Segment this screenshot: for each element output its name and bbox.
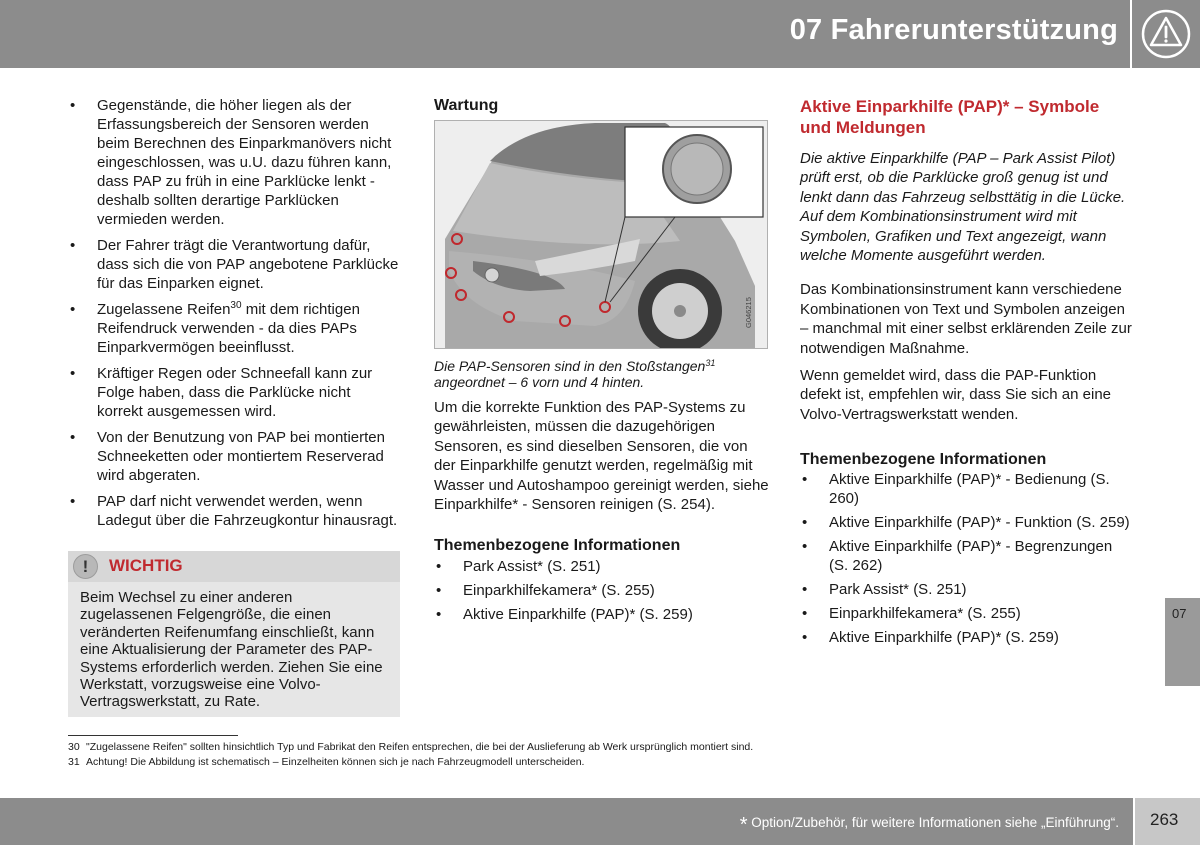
- section-heading: Wartung: [434, 97, 499, 114]
- related-list: [434, 557, 769, 624]
- figure-code: [743, 270, 755, 330]
- footnote-ref[interactable]: 30: [230, 300, 242, 311]
- list-item: • Kräftiger Regen oder Schneefall kann zur Folge haben, dass die Parklücke nicht korrekt ausgemessen wird.: [70, 365, 373, 420]
- footnotes: [68, 740, 753, 770]
- chapter-title: 07 Fahrerunterstützung: [789, 14, 1118, 46]
- column-left: [68, 96, 400, 537]
- related-link[interactable]: • Einparkhilfekamera* (S. 255): [802, 605, 1021, 623]
- related-link[interactable]: • Aktive Einparkhilfe (PAP)* (S. 259): [802, 629, 1059, 647]
- page-footer: [0, 798, 1133, 845]
- chapter-icon-box: [1132, 0, 1200, 68]
- bullet-list: [68, 96, 400, 530]
- list-item: • Gegenstände, die höher liegen als der Erfassungsbereich der Sensoren werden beim Berechnen des Einparkmanövers nicht eingeschlossen, was u.U. dazu führen kann, dass PAP zu früh in eine Parklücke lenkt - deshalb sollten derartige Parklücken vermieden werden.: [70, 97, 392, 228]
- paragraph: Das Kombinationsinstrument kann verschiedene Kombinationen von Text und Symbolen anzeigen – manchmal mit einer selbst erklärenden Zeile zur notwendigen Maßnahme.: [800, 281, 1132, 357]
- related-list: [800, 470, 1135, 647]
- page-header: [0, 0, 1130, 68]
- related-link[interactable]: • Park Assist* (S. 251): [802, 581, 967, 599]
- footnote-divider: [68, 735, 238, 736]
- footnote: 31 Achtung! Die Abbildung ist schematisch – Einzelheiten können sich je nach Fahrzeugmodell unterscheiden.: [68, 756, 585, 768]
- intro-paragraph: Die aktive Einparkhilfe (PAP – Park Assist Pilot) prüft erst, ob die Parklücke groß genug ist und lenkt dann das Fahrzeug selbsttätig in die Lücke. Auf dem Kombinationsinstrument wird mit Symbolen, Grafiken und Text angezeigt, wann welche Momente ausgeführt werden.: [800, 150, 1126, 265]
- list-item: • Der Fahrer trägt die Verantwortung dafür, dass sich die von PAP angebotene Parklücke für das Einparken eignet.: [70, 237, 399, 292]
- related-link[interactable]: • Einparkhilfekamera* (S. 255): [436, 582, 655, 600]
- figure-caption: Die PAP-Sensoren sind in den Stoßstangen$^{31}$ angeordnet – 6 vorn und 4 hinten.: [434, 358, 716, 390]
- maintenance-paragraph: Um die korrekte Funktion des PAP-Systems zu gewährleisten, müssen die dazugehörigen Sensoren, es sind dieselben Sensoren, die von der Einparkhilfe genutzt werden, regelmäßig mit Wasser und Autoshampoo gereinigt werden, siehe Einparkhilfe* - Sensoren reinigen (S. 254).: [434, 399, 769, 514]
- related-link[interactable]: • Aktive Einparkhilfe (PAP)* - Bedienung (S. 260): [802, 471, 1110, 508]
- related-link[interactable]: • Aktive Einparkhilfe (PAP)* - Funktion (S. 259): [802, 514, 1130, 532]
- chapter-side-tab[interactable]: [1165, 598, 1200, 686]
- related-heading: Themenbezogene Informationen: [434, 537, 681, 555]
- chapter-number: 07: [1172, 606, 1187, 621]
- important-text: Beim Wechsel zu einer anderen zugelassenen Felgengröße, die einen veränderten Reifenumfang einschließt, kann eine Aktualisierung der Parameter des PAP-Systems erforderlich werden. Ziehen Sie eine Werkstatt, vorzugsweise eine Volvo-Vertragswerkstatt, zu Rate.: [80, 589, 383, 711]
- exclamation-icon: !: [73, 554, 98, 579]
- footnote: 30 "Zugelassene Reifen" sollten hinsichtlich Typ und Fabrikat den Reifen entsprechen, die bei der Auslieferung ab Werk ursprünglich montiert sind.: [68, 741, 754, 753]
- important-header: [68, 551, 400, 582]
- section-heading-red: Aktive Einparkhilfe (PAP)* – Symbole und Meldungen: [800, 97, 1100, 137]
- page-number: 263: [1150, 810, 1179, 829]
- footnote-ref[interactable]: 31: [705, 358, 716, 368]
- list-item: • Zugelassene Reifen$^{30}$ mit dem richtigen Reifendruck verwenden - da dies PAPs Einparkvermögen beeinflusst.: [70, 300, 360, 356]
- page-number-box: [1135, 798, 1200, 845]
- list-item: • PAP darf nicht verwendet werden, wenn Ladegut über die Fahrzeugkontur hinausragt.: [70, 493, 398, 529]
- pap-sensor-illustration: [434, 120, 768, 349]
- paragraph: Wenn gemeldet wird, dass die PAP-Funktion defekt ist, empfehlen wir, dass Sie sich an eine Volvo-Vertragswerkstatt wenden.: [800, 367, 1112, 423]
- related-heading: Themenbezogene Informationen: [800, 451, 1047, 469]
- related-link[interactable]: • Aktive Einparkhilfe (PAP)* (S. 259): [436, 606, 693, 624]
- important-title: WICHTIG: [109, 556, 183, 575]
- list-item: • Von der Benutzung von PAP bei montierten Schneeketten oder montiertem Reserverad wird abgeraten.: [70, 429, 385, 484]
- related-link[interactable]: • Park Assist* (S. 251): [436, 558, 601, 576]
- svg-text:G046215: G046215: [744, 297, 753, 328]
- option-note: * Option/Zubehör, für weitere Informationen siehe „Einführung“.: [739, 814, 1119, 836]
- column-middle: [434, 96, 769, 629]
- important-box: [68, 551, 400, 717]
- related-link[interactable]: • Aktive Einparkhilfe (PAP)* - Begrenzungen (S. 262): [802, 538, 1113, 575]
- column-right: [800, 96, 1135, 652]
- warning-triangle-icon: [1140, 8, 1192, 60]
- car-front-illustration: [435, 121, 768, 349]
